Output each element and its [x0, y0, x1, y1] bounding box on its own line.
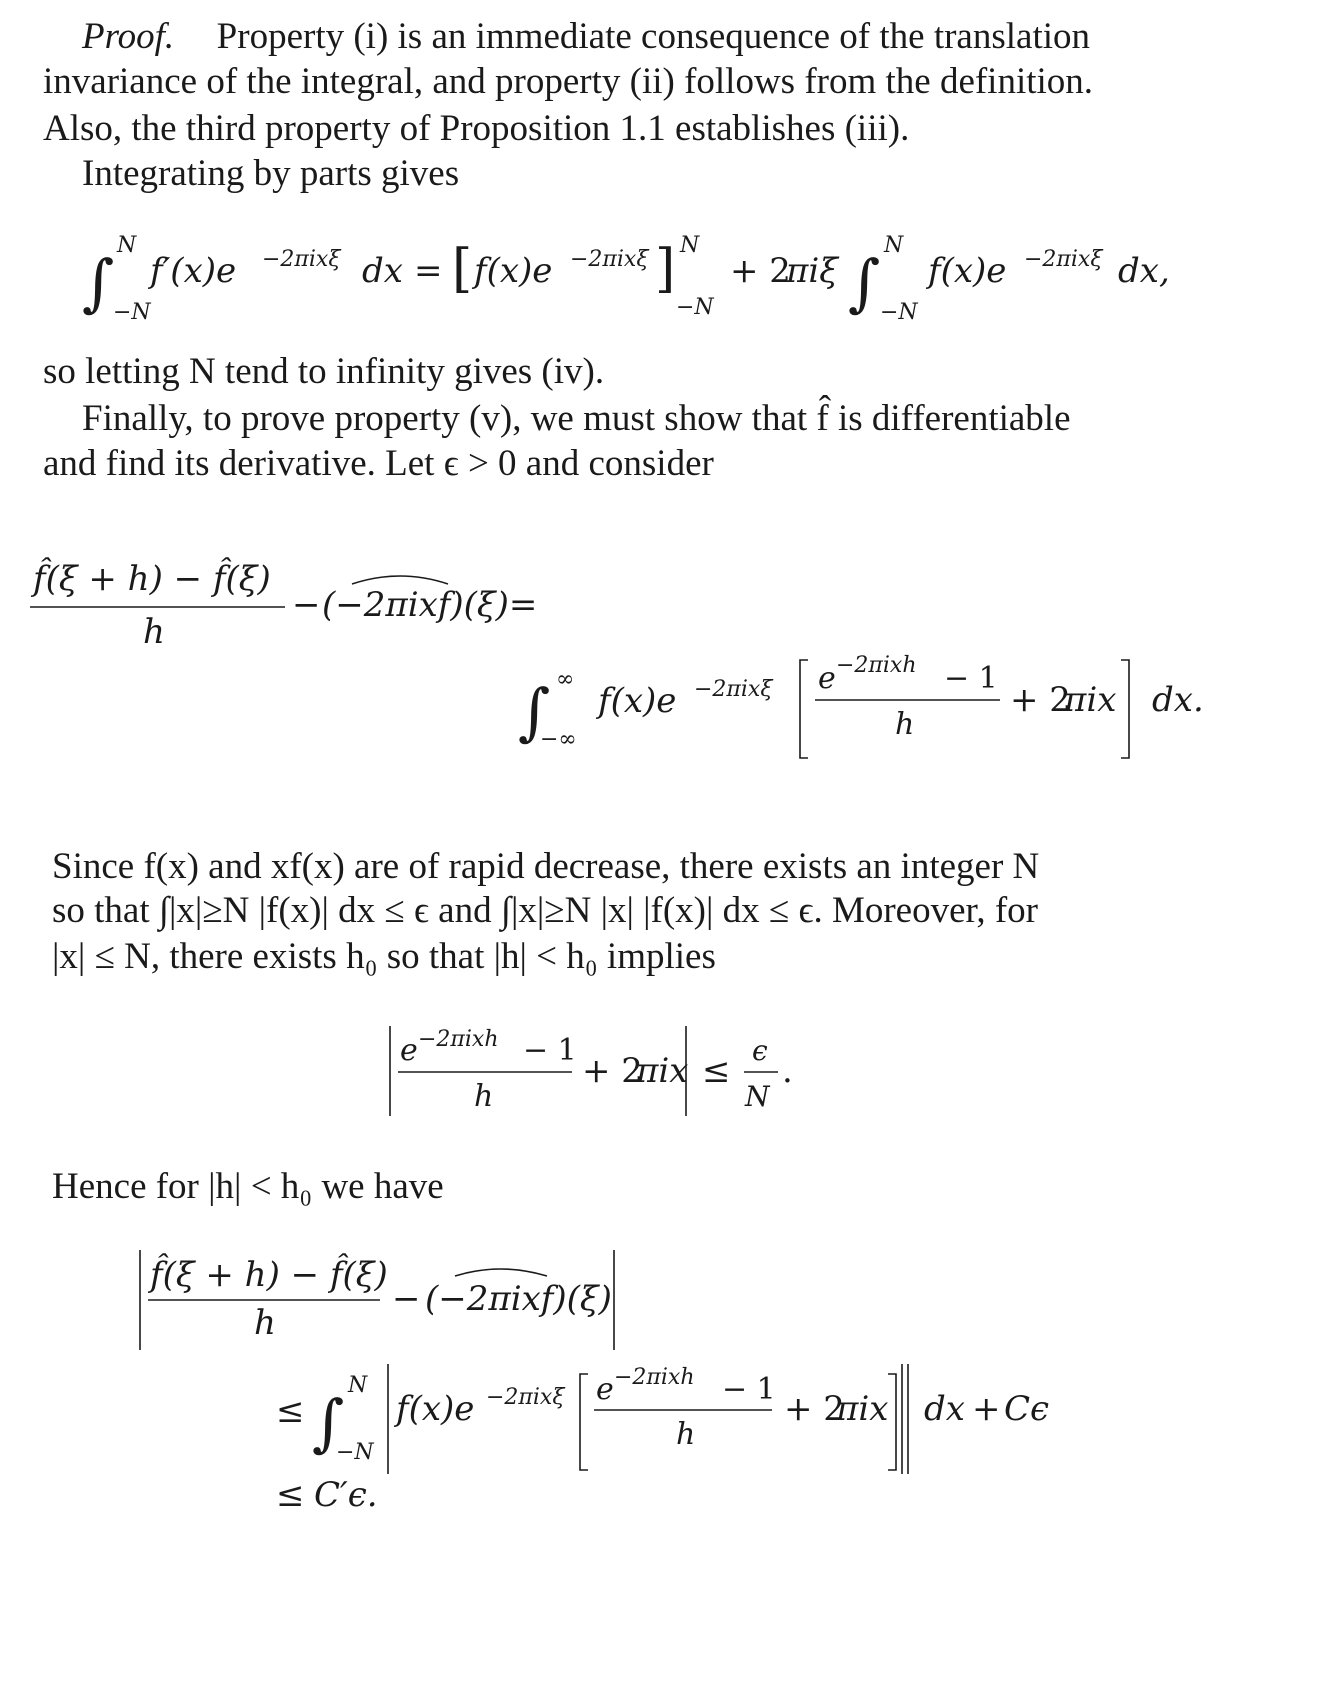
svg-text:e: e: [818, 661, 836, 696]
svg-text:=: =: [414, 251, 443, 291]
finally-line-2: and find its derivative. Let ϵ > 0 and consider: [43, 443, 714, 484]
equation-3-svg: [0, 1018, 1334, 1128]
proof-line-2: invariance of the integral, and property (ii) follows from the definition.: [43, 61, 1094, 102]
finally-line-1: Finally, to prove property (v), we must show that f̂ is differentiable: [82, 398, 1071, 439]
svg-text:[: [: [452, 239, 473, 299]
svg-text:f̂(ξ + h) − f̂(ξ): f̂(ξ + h) − f̂(ξ): [33, 559, 271, 599]
proof-label: Proof.: [82, 16, 175, 57]
equation-2-svg: [0, 548, 1334, 788]
equation-difference-quotient: [0, 548, 1334, 788]
svg-text:Cϵ: Cϵ: [1004, 1389, 1050, 1429]
svg-text:f(x)e: f(x)e: [928, 251, 1007, 291]
svg-text:≤: ≤: [276, 1475, 305, 1515]
svg-text:e: e: [596, 1372, 614, 1407]
proof-text-1: Property (i) is an immediate consequence of the translation: [216, 16, 1091, 57]
svg-text:dx: dx: [924, 1389, 965, 1429]
svg-text:]: ]: [655, 239, 676, 299]
equation-1-svg: [0, 224, 1334, 334]
svg-text:≤: ≤: [276, 1391, 305, 1431]
svg-text:πiξ: πiξ: [786, 251, 838, 291]
hence-line: Hence for |h| < h₀ we have: [52, 1166, 444, 1207]
svg-text:N: N: [680, 233, 700, 258]
svg-text:− 1: − 1: [722, 1372, 776, 1407]
equation-integration-by-parts: [0, 224, 1334, 334]
svg-text:N: N: [117, 233, 137, 258]
svg-text:− 1: − 1: [523, 1033, 577, 1068]
svg-text:−2πixξ: −2πixξ: [1024, 247, 1103, 272]
svg-text:−2πixh: −2πixh: [614, 1365, 695, 1390]
svg-text:dx.: dx.: [1152, 680, 1204, 720]
svg-text:+ 2: + 2: [582, 1051, 643, 1091]
svg-text:−N: −N: [676, 295, 714, 320]
integrating-line: Integrating by parts gives: [82, 153, 460, 194]
svg-text:−N: −N: [336, 1440, 374, 1465]
svg-text:πix: πix: [636, 1051, 689, 1091]
svg-text:e: e: [400, 1033, 418, 1068]
svg-text:−: −: [392, 1279, 421, 1319]
svg-text:−2πixξ: −2πixξ: [570, 247, 649, 272]
svg-text:+ 2: + 2: [730, 251, 791, 291]
svg-text:f(x)e: f(x)e: [598, 681, 677, 721]
equation-bound: [0, 1018, 1334, 1128]
since-line-3: |x| ≤ N, there exists h₀ so that |h| < h₀ implies: [52, 936, 716, 977]
svg-text:h: h: [895, 707, 915, 742]
svg-text:h: h: [254, 1303, 276, 1343]
svg-text:−2πixξ: −2πixξ: [486, 1385, 565, 1410]
svg-text:πix: πix: [1064, 680, 1117, 720]
svg-text:h: h: [143, 612, 165, 652]
svg-text:−∞: −∞: [540, 727, 577, 752]
equation-final-estimate: [0, 1244, 1334, 1524]
svg-text:−2πixh: −2πixh: [418, 1027, 499, 1052]
svg-text:+ 2: + 2: [1010, 680, 1071, 720]
svg-text:N: N: [884, 233, 904, 258]
svg-text:+: +: [972, 1389, 1001, 1429]
svg-text:N: N: [745, 1080, 770, 1113]
svg-text:≤: ≤: [702, 1051, 731, 1091]
svg-text:(−2πixf)(ξ): (−2πixf)(ξ): [425, 1279, 612, 1319]
svg-text:f̂(ξ + h) − f̂(ξ): f̂(ξ + h) − f̂(ξ): [150, 1255, 388, 1295]
svg-text:−2πixξ: −2πixξ: [694, 677, 773, 702]
svg-text:−N: −N: [113, 300, 151, 325]
svg-text:− 1: − 1: [944, 661, 998, 696]
svg-text:−N: −N: [880, 300, 918, 325]
since-line-2: so that ∫|x|≥N |f(x)| dx ≤ ϵ and ∫|x|≥N |x| |f(x)| dx ≤ ϵ. Moreover, for: [52, 890, 1038, 931]
svg-text:+ 2: + 2: [784, 1389, 845, 1429]
svg-text:−2πixξ: −2πixξ: [262, 247, 341, 272]
svg-text:∫: ∫: [82, 246, 115, 319]
svg-text:∫: ∫: [518, 675, 551, 748]
letting-n-line: so letting N tend to infinity gives (iv).: [43, 351, 605, 392]
svg-text:.: .: [782, 1051, 793, 1091]
svg-text:dx,: dx,: [1118, 251, 1170, 291]
svg-text:dx: dx: [362, 251, 403, 291]
svg-text:f′(x)e: f′(x)e: [150, 251, 237, 291]
svg-text:h: h: [676, 1417, 696, 1452]
svg-text:(−2πixf)(ξ)=: (−2πixf)(ξ)=: [322, 585, 538, 625]
since-line-1: Since f(x) and xf(x) are of rapid decrease, there exists an integer N: [52, 846, 1040, 887]
svg-text:−2πixh: −2πixh: [836, 653, 917, 678]
svg-text:f(x)e: f(x)e: [396, 1389, 475, 1429]
svg-text:∞: ∞: [556, 667, 575, 692]
svg-text:N: N: [348, 1373, 368, 1398]
proof-line-3: Also, the third property of Proposition 1.1 establishes (iii).: [43, 108, 910, 149]
svg-text:f(x)e: f(x)e: [474, 251, 553, 291]
svg-text:C′ϵ.: C′ϵ.: [314, 1475, 378, 1515]
svg-text:∫: ∫: [312, 1386, 345, 1459]
svg-text:−: −: [292, 585, 321, 625]
equation-4-svg: [0, 1244, 1334, 1524]
svg-text:∫: ∫: [848, 246, 881, 319]
svg-text:ϵ: ϵ: [752, 1034, 768, 1067]
svg-text:h: h: [474, 1079, 494, 1114]
proof-line-1: [82, 18, 1090, 55]
svg-text:πix: πix: [836, 1389, 889, 1429]
